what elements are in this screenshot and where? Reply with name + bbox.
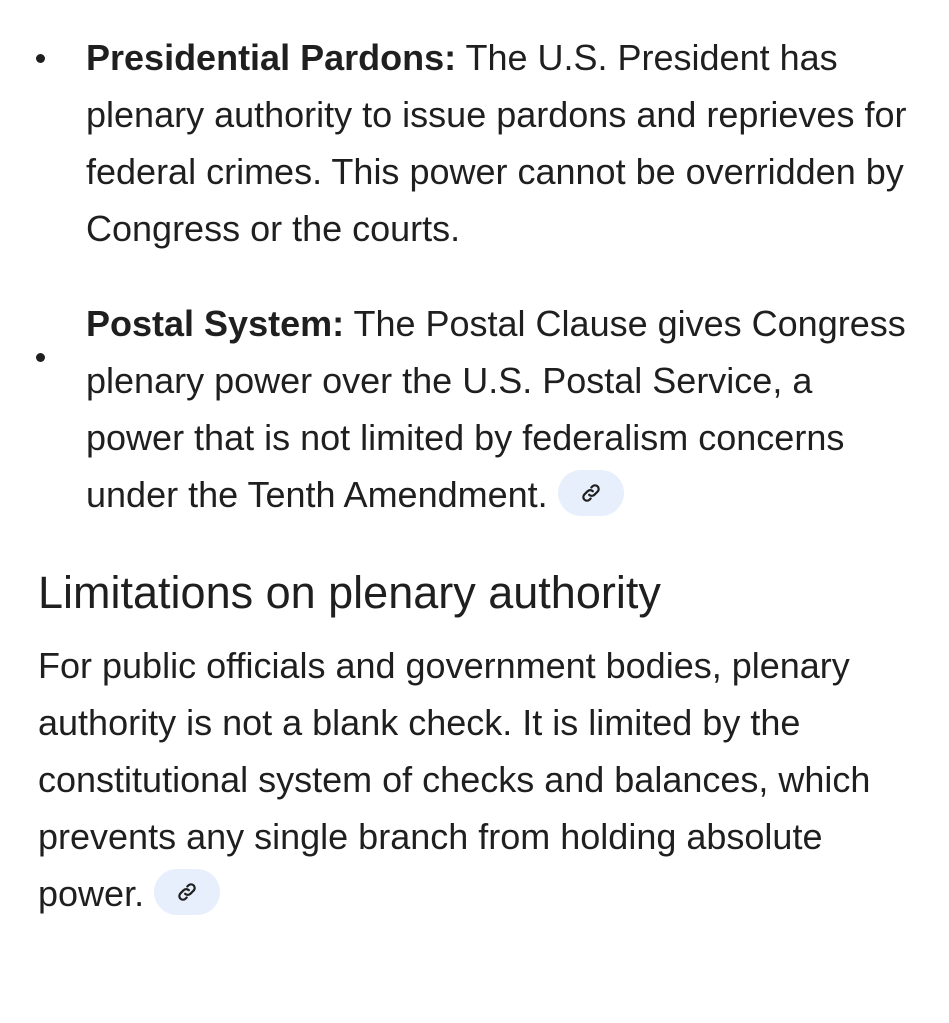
source-link-button[interactable]: [558, 470, 624, 516]
list-item: [0, 257, 949, 523]
section-heading: Limitations on plenary authority: [38, 567, 661, 618]
list-item: [0, 0, 949, 257]
list-item-text: The Postal Clause gives Congress plenary power over the U.S. Postal Service, a power that is not limited by federalism concerns under the Tenth Amendment.: [86, 303, 906, 515]
bullet-marker: [36, 54, 45, 63]
link-icon: [176, 881, 198, 903]
link-icon: [580, 482, 602, 504]
bullet-marker: [36, 353, 45, 362]
paragraph-text: For public officials and government bodies, plenary authority is not a blank check. It is limited by the constitutional system of checks and balances, which prevents any single branch from holding absolute power.: [38, 645, 871, 914]
section-paragraph: [0, 627, 949, 922]
list-item-term: Postal System:: [86, 303, 345, 344]
list-item-term: Presidential Pardons:: [86, 37, 457, 78]
list-item-text: The U.S. President has plenary authority to issue pardons and reprieves for federal crimes. This power cannot be overridden by Congress or the courts.: [86, 37, 907, 249]
source-link-button[interactable]: [154, 869, 220, 915]
